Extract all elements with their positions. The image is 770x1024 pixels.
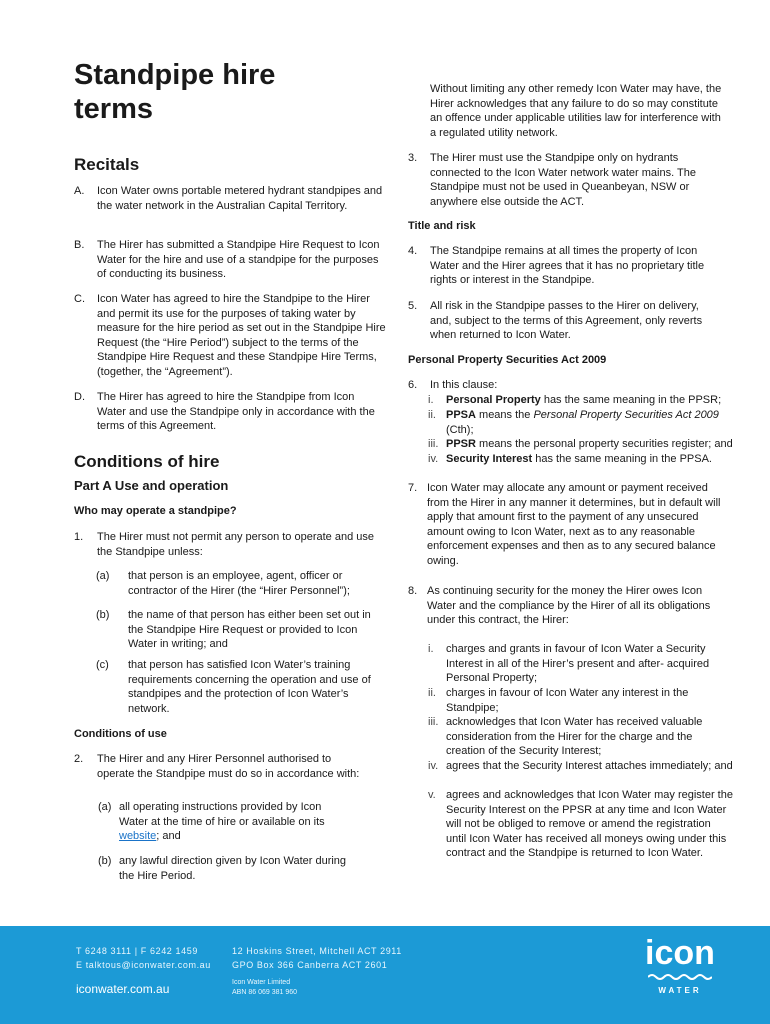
clause-2 <box>74 752 364 781</box>
page-title <box>74 58 275 126</box>
sub-label: iv. <box>428 760 439 772</box>
sub-text: the name of that person has either been set out in the Standpipe Hire Request or provided to Icon Water in writing; and <box>128 609 371 651</box>
page-title-line-1: Standpipe hire <box>74 59 276 91</box>
clause-label: 5. <box>408 300 418 312</box>
clause-5 <box>408 299 708 343</box>
sub-text: charges in favour of Icon Water any interest in the Standpipe; <box>446 687 689 714</box>
definition-ppsa <box>428 408 758 437</box>
def-text <box>446 408 758 437</box>
def-term: PPSA <box>446 409 476 421</box>
clause-4 <box>408 244 723 288</box>
sub-text-tail: ; and <box>156 830 181 843</box>
def-label: iv. <box>428 453 439 465</box>
clause-text: As continuing security for the money the Hirer owes Icon Water and the compliance by the Hirer of all its obligations under this contract, the Hirer: <box>427 585 711 627</box>
sub-label: iii. <box>428 716 439 728</box>
clause-6 <box>408 378 728 393</box>
def-label: iii. <box>428 438 439 450</box>
footer-abn: ABN 86 069 381 960 <box>232 989 297 996</box>
def-label: i. <box>428 394 434 406</box>
def-label: ii. <box>428 409 436 421</box>
clause-8-iii <box>428 715 733 759</box>
recital-label: D. <box>74 391 85 403</box>
recital-c <box>74 292 390 380</box>
sub-label: (b) <box>98 855 112 867</box>
clause-2-b <box>98 854 348 883</box>
clause-7 <box>408 481 723 569</box>
recital-label: B. <box>74 239 85 251</box>
recital-text: Icon Water has agreed to hire the Standpipe to the Hirer and permit its use for the purposes of taking water by measure for the hire period as set out in the Standpipe Hire Request (the “Hire Period”) subject to the terms of the Standpipe Hire Request and these Standpipe Hire Terms, (together, the “Agreement”). <box>97 293 386 378</box>
clause-text: The Hirer must use the Standpipe only on hydrants connected to the Icon Water network water mains. The Standpipe must not be used in Queanbeyan, NSW or anywhere else outside the ACT. <box>430 152 696 208</box>
definition-ppsr <box>428 437 758 452</box>
def-term: PPSR <box>446 438 476 450</box>
def-rest: (Cth); <box>446 423 474 436</box>
definition-security-interest <box>428 452 758 467</box>
sub-label: v. <box>428 789 436 801</box>
footer-company: Icon Water Limited <box>232 979 291 986</box>
def-text <box>446 393 758 408</box>
clause-label: 6. <box>408 379 418 391</box>
clause-1 <box>74 530 374 559</box>
recital-a <box>74 184 386 213</box>
def-text <box>446 437 758 452</box>
sub-text: agrees and acknowledges that Icon Water may register the Security Interest on the PPSR at any time and Icon Water will not be obliged to remove or amend the registration until Icon Water has received all moneys owing under this contract and the Standpipe is returned to Icon Water. <box>446 789 733 860</box>
sub-text <box>119 800 348 844</box>
recitals-heading: Recitals <box>74 155 140 174</box>
part-a-heading: Part A Use and operation <box>74 478 229 493</box>
clause-1-c <box>96 658 386 716</box>
sub-text: charges and grants in favour of Icon Water a Security Interest in all of the Hirer’s present and after- acquired Personal Property; <box>446 643 710 685</box>
clause-2-a <box>98 800 348 844</box>
recital-label: A. <box>74 185 85 197</box>
sub-label: (a) <box>96 570 110 582</box>
clause-text: The Hirer must not permit any person to operate and use the Standpipe unless: <box>97 531 374 558</box>
clause-8-ii <box>428 686 733 715</box>
definition-personal-property <box>428 393 758 408</box>
ppsa-heading: Personal Property Securities Act 2009 <box>408 354 607 366</box>
footer-phone: T 6248 3111 | F 6242 1459 <box>76 946 198 956</box>
recital-label: C. <box>74 293 85 305</box>
sub-label: (a) <box>98 801 112 813</box>
sub-text: agrees that the Security Interest attaches immediately; and <box>446 760 733 772</box>
clause-text: All risk in the Standpipe passes to the Hirer on delivery, and, subject to the terms of this Agreement, only reverts when returned to Icon Water. <box>430 300 703 342</box>
recital-d <box>74 390 386 434</box>
clause-label: 1. <box>74 531 84 543</box>
clause-text: Icon Water may allocate any amount or payment received from the Hirer in any manner it determines, but in default will apply that amount first to the payment of any unsecured amount owing to Icon Water, next as to any reasonable enforcement expenses and then as to any secured balance owing. <box>427 482 721 567</box>
footer-address-street: 12 Hoskins Street, Mitchell ACT 2911 <box>232 946 402 956</box>
title-and-risk-heading: Title and risk <box>408 220 476 232</box>
sub-text: that person has satisfied Icon Water’s training requirements concerning the operation and use of standpipes and the protection of Icon Water’s network. <box>128 659 371 715</box>
clause-label: 8. <box>408 585 418 597</box>
logo-subtitle: WATER <box>658 986 702 995</box>
clause-label: 7. <box>408 482 418 494</box>
sub-text: acknowledges that Icon Water has received valuable consideration from the Hirer for the charge and the creation of the Security Interest; <box>446 716 703 758</box>
sub-text: that person is an employee, agent, officer or contractor of the Hirer (the “Hirer Personnel”); <box>128 570 350 597</box>
def-rest: means the personal property securities register; and <box>475 438 733 450</box>
sub-text: any lawful direction given by Icon Water during the Hire Period. <box>119 855 347 882</box>
def-rest-pre: means the <box>475 409 534 421</box>
clause-8-v <box>428 788 733 861</box>
sub-label: (c) <box>96 659 109 671</box>
def-text <box>446 452 758 467</box>
conditions-heading: Conditions of hire <box>74 452 220 471</box>
page-title-line-2: terms <box>74 93 153 125</box>
clause-1-a <box>96 569 386 598</box>
def-term: Security Interest <box>446 453 533 465</box>
clause-label: 4. <box>408 245 418 257</box>
clause-8-i <box>428 642 733 686</box>
sub-label: i. <box>428 643 434 655</box>
clause-8 <box>408 584 723 628</box>
def-act-name: Personal Property Securities Act 2009 <box>533 409 719 421</box>
clause-text: The Standpipe remains at all times the property of Icon Water and the Hirer agrees that it has no proprietary title rights or interest in the Standpipe. <box>430 245 705 287</box>
recital-text: The Hirer has agreed to hire the Standpipe from Icon Water and use the Standpipe only in accordance with the terms of this Agreement. <box>97 391 375 433</box>
recital-text: Icon Water owns portable metered hydrant standpipes and the water network in the Australian Capital Territory. <box>97 185 383 212</box>
footer-address-po: GPO Box 366 Canberra ACT 2601 <box>232 960 388 970</box>
clause-8-iv <box>428 759 733 774</box>
def-term: Personal Property <box>446 394 541 406</box>
website-link[interactable]: website <box>119 830 157 843</box>
logo-wordmark: icon <box>645 934 715 972</box>
sub-text-body: all operating instructions provided by Icon Water at the time of hire or available on its <box>119 801 325 828</box>
intro-paragraph: Without limiting any other remedy Icon Water may have, the Hirer acknowledges that any failure to do so may constitute an offence under applicable utilities law for interference with a regulated utility network. <box>430 83 722 139</box>
footer-email[interactable]: E talktous@iconwater.com.au <box>76 960 211 970</box>
conditions-of-use-heading: Conditions of use <box>74 728 167 740</box>
def-rest: has the same meaning in the PPSA. <box>532 453 712 465</box>
who-may-operate-heading: Who may operate a standpipe? <box>74 505 237 517</box>
footer-website[interactable]: iconwater.com.au <box>76 982 170 996</box>
icon-water-logo <box>640 936 720 1000</box>
recital-b <box>74 238 386 282</box>
clause-3 <box>408 151 728 209</box>
def-rest: has the same meaning in the PPSR; <box>540 394 722 406</box>
clause-1-b <box>96 608 386 652</box>
clause-text: The Hirer and any Hirer Personnel authorised to operate the Standpipe must do so in accordance with: <box>97 753 360 780</box>
clause-text: In this clause: <box>430 379 498 391</box>
sub-label: (b) <box>96 609 110 621</box>
clause-label: 2. <box>74 753 84 765</box>
sub-label: ii. <box>428 687 436 699</box>
wave-icon <box>648 972 712 982</box>
recital-text: The Hirer has submitted a Standpipe Hire Request to Icon Water for the hire and use of a standpipe for the purposes of conducting its business. <box>97 239 380 281</box>
clause-label: 3. <box>408 152 418 164</box>
